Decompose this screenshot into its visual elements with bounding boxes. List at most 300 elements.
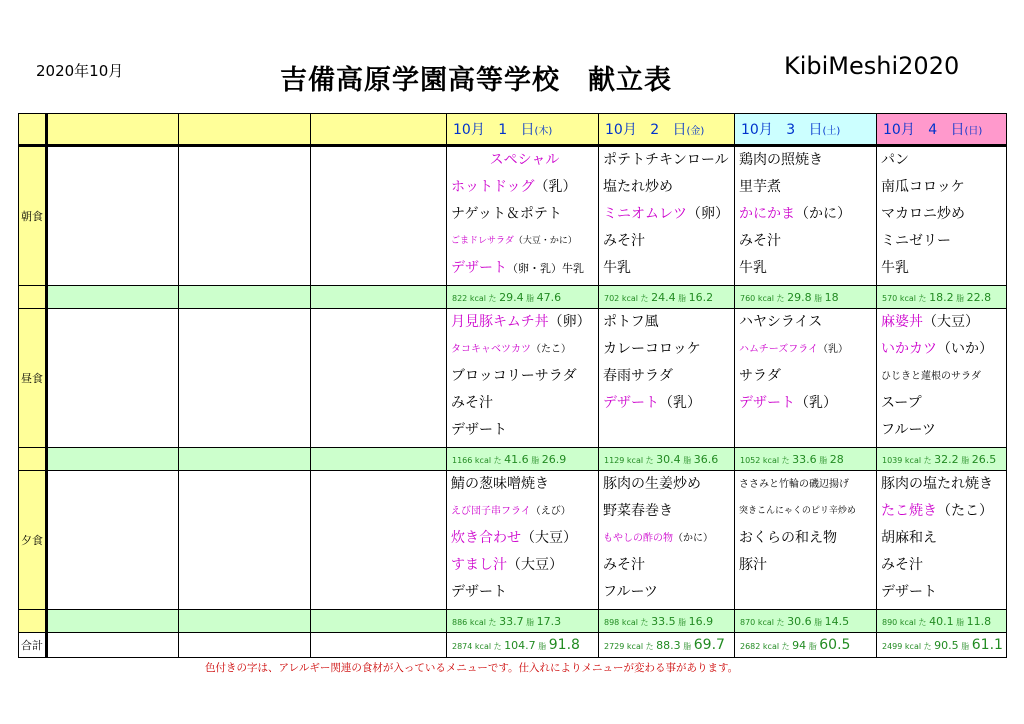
fat-label: 脂 — [683, 455, 692, 465]
menu-item — [451, 420, 598, 447]
lunch-menu-1 — [447, 309, 599, 448]
menu-item-name: 牛乳 — [881, 260, 909, 276]
month-label: 2020年10月 — [36, 62, 124, 80]
protein-value: 33.5 — [651, 614, 676, 628]
dinner-row — [19, 471, 1007, 610]
menu-item-name: ミニオムレツ — [603, 206, 687, 222]
menu-item — [603, 555, 734, 582]
kcal-value: 898 — [604, 617, 620, 627]
dinner-nutrition-3 — [735, 610, 877, 633]
menu-item — [451, 393, 598, 420]
nutrition-line — [599, 453, 734, 466]
allergen-note: （大豆） — [923, 314, 979, 330]
fat-label: 脂 — [526, 293, 535, 303]
menu-item — [603, 258, 734, 285]
menu-item-name: 塩たれ炒め — [603, 179, 673, 195]
menu-items — [877, 309, 1006, 447]
menu-item — [451, 474, 598, 501]
menu-item-name: マカロニ炒め — [881, 206, 965, 222]
day-unit: 日 — [672, 122, 687, 138]
menu-item-name: スープ — [881, 395, 922, 411]
breakfast-nutrition-2 — [599, 286, 735, 309]
menu-item — [739, 501, 876, 528]
fat-label: 脂 — [678, 617, 687, 627]
kcal-label: kcal — [474, 455, 492, 465]
menu-item — [603, 393, 734, 420]
dinner-menu-2 — [599, 471, 735, 610]
day-month: 10月 — [453, 122, 485, 138]
kcal-value: 2729 — [604, 642, 625, 651]
protein-label: た — [488, 617, 497, 627]
allergen-note: （大豆・かに） — [513, 236, 577, 246]
fat-value: 18 — [824, 290, 839, 304]
breakfast-row — [19, 146, 1007, 286]
day-number: 1 — [498, 122, 508, 138]
menu-item — [881, 204, 1006, 231]
menu-item-name: タコキャベツカツ — [451, 344, 531, 355]
fat-label: 脂 — [961, 642, 970, 651]
menu-items — [599, 147, 734, 285]
dinner-nutrition-2 — [599, 610, 735, 633]
menu-item-name: デザート — [451, 260, 507, 276]
protein-label: た — [645, 455, 654, 465]
nutrition-line — [599, 291, 734, 304]
fat-value: 36.6 — [693, 452, 719, 466]
protein-label: た — [776, 617, 785, 627]
menu-item-name: たこ焼き — [881, 503, 937, 519]
blank-menu-cell — [47, 309, 179, 448]
protein-label: た — [781, 455, 790, 465]
dinner-menu-3 — [735, 471, 877, 610]
menu-item — [881, 339, 1006, 366]
menu-item — [603, 501, 734, 528]
menu-item-name: ミニゼリー — [881, 233, 951, 249]
nutrition-line — [877, 453, 1006, 466]
kcal-value: 822 — [452, 293, 468, 303]
menu-item — [451, 231, 598, 258]
day-header-3 — [735, 114, 877, 146]
menu-item — [451, 528, 598, 555]
lunch-nutrition-4 — [877, 448, 1007, 471]
blank-day-header — [311, 114, 447, 146]
menu-item-name: おくらの和え物 — [739, 530, 837, 546]
day-unit: 日 — [520, 122, 535, 138]
menu-item — [881, 366, 1006, 393]
menu-table — [18, 113, 1007, 658]
menu-item — [451, 258, 598, 285]
protein-value: 29.4 — [499, 290, 524, 304]
menu-item — [451, 339, 598, 366]
menu-item-name: 牛乳 — [603, 260, 631, 276]
menu-item — [881, 501, 1006, 528]
nutrition-line — [735, 291, 876, 304]
menu-item — [881, 393, 1006, 420]
menu-items — [877, 471, 1006, 609]
corner-cell — [19, 114, 47, 146]
menu-items — [447, 309, 598, 447]
menu-items — [599, 471, 734, 609]
blank-nutrition-cell — [179, 286, 311, 309]
protein-value: 33.6 — [792, 452, 817, 466]
fat-value: 61.1 — [971, 637, 1003, 653]
menu-item-name: ささみと竹輪の磯辺揚げ — [739, 479, 849, 490]
fat-value: 26.9 — [541, 452, 567, 466]
fat-value: 28 — [829, 452, 844, 466]
menu-items — [599, 309, 734, 420]
menu-item — [881, 474, 1006, 501]
allergen-note: （乳） — [795, 395, 837, 411]
menu-item — [739, 204, 876, 231]
protein-label: た — [488, 293, 497, 303]
blank-menu-cell — [311, 146, 447, 286]
protein-label: た — [918, 617, 927, 627]
kcal-label: kcal — [904, 642, 922, 651]
blank-nutrition-cell — [311, 610, 447, 633]
day-unit: 日 — [950, 122, 965, 138]
protein-value: 33.7 — [499, 614, 524, 628]
blank-menu-cell — [179, 309, 311, 448]
breakfast-nutrition-4 — [877, 286, 1007, 309]
day-weekday: (日) — [964, 126, 983, 137]
menu-items — [735, 309, 876, 420]
breakfast-menu-4 — [877, 146, 1007, 286]
protein-value: 30.6 — [787, 614, 812, 628]
menu-item — [603, 150, 734, 177]
fat-label: 脂 — [808, 642, 817, 651]
protein-value: 94 — [792, 639, 807, 652]
fat-value: 16.2 — [688, 290, 714, 304]
fat-value: 22.8 — [966, 290, 992, 304]
kcal-value: 760 — [740, 293, 756, 303]
kcal-value: 1052 — [740, 455, 761, 465]
allergen-note: （大豆） — [507, 557, 563, 573]
breakfast-nutrition-row — [19, 286, 1007, 309]
day-weekday: (木) — [534, 126, 553, 137]
side-spacer — [19, 610, 47, 633]
menu-item-name: ナゲット＆ポテト — [451, 206, 562, 222]
day-unit: 日 — [808, 122, 823, 138]
day-weekday: (土) — [822, 126, 841, 137]
menu-item — [603, 582, 734, 609]
menu-item — [739, 474, 876, 501]
nutrition-line — [447, 637, 598, 653]
menu-item-name: ひじきと蓮根のサラダ — [881, 371, 981, 382]
nutrition-line — [877, 637, 1006, 653]
allergen-note: （たこ） — [937, 503, 993, 519]
menu-item — [739, 177, 876, 204]
lunch-menu-2 — [599, 309, 735, 448]
menu-item-name: ホットドッグ — [451, 179, 535, 195]
fat-label: 脂 — [526, 617, 535, 627]
kcal-value: 1166 — [452, 455, 473, 465]
breakfast-nutrition-3 — [735, 286, 877, 309]
blank-total-cell — [47, 633, 179, 658]
breakfast-nutrition-1 — [447, 286, 599, 309]
nutrition-line — [599, 637, 734, 653]
kcal-value: 570 — [882, 293, 898, 303]
day-month: 10月 — [741, 122, 773, 138]
kcal-label: kcal — [626, 455, 644, 465]
protein-label: た — [645, 642, 654, 651]
day-month: 10月 — [883, 122, 915, 138]
menu-item-name: カレーコロッケ — [603, 341, 701, 357]
protein-value: 32.2 — [934, 452, 959, 466]
menu-item-name: フルーツ — [603, 584, 658, 600]
menu-item-name: いかカツ — [881, 341, 937, 357]
kcal-label: kcal — [469, 293, 486, 303]
kcal-value: 2499 — [882, 642, 903, 651]
nutrition-line — [735, 615, 876, 628]
kcal-value: 886 — [452, 617, 468, 627]
menu-item-name: かにかま — [739, 206, 795, 222]
blank-menu-cell — [47, 471, 179, 610]
protein-value: 40.1 — [929, 614, 954, 628]
menu-item-name: ハムチーズフライ — [739, 344, 818, 355]
menu-item — [739, 393, 876, 420]
lunch-nutrition-2 — [599, 448, 735, 471]
dinner-nutrition-1 — [447, 610, 599, 633]
kcal-label: kcal — [621, 617, 638, 627]
protein-value: 29.8 — [787, 290, 812, 304]
protein-label: た — [640, 293, 649, 303]
protein-label: た — [493, 455, 502, 465]
menu-item — [451, 150, 598, 177]
nutrition-line — [599, 615, 734, 628]
dinner-label: 夕食 — [19, 471, 47, 610]
side-spacer — [19, 286, 47, 309]
blank-nutrition-cell — [47, 448, 179, 471]
menu-item — [603, 177, 734, 204]
dinner-menu-4 — [877, 471, 1007, 610]
menu-item-name: 里芋煮 — [739, 179, 781, 195]
menu-item — [881, 312, 1006, 339]
kcal-value: 2874 — [452, 642, 473, 651]
menu-item — [603, 528, 734, 555]
protein-value: 18.2 — [929, 290, 954, 304]
lunch-label: 昼食 — [19, 309, 47, 448]
menu-item — [603, 312, 734, 339]
menu-item-name: ごまドレサラダ — [451, 236, 514, 246]
kcal-value: 1039 — [882, 455, 903, 465]
menu-item-name: スペシャル — [489, 152, 560, 168]
menu-item — [881, 231, 1006, 258]
allergen-footnote: 色付きの字は、アレルギー関連の食材が入っているメニューです。仕入れによりメニューが変わる事があります。 — [205, 662, 739, 674]
menu-item — [603, 339, 734, 366]
blank-nutrition-cell — [179, 448, 311, 471]
menu-item — [739, 339, 876, 366]
menu-item — [739, 366, 876, 393]
protein-label: た — [781, 642, 790, 651]
blank-nutrition-cell — [311, 286, 447, 309]
allergen-note: （かに） — [795, 206, 851, 222]
protein-label: た — [923, 642, 932, 651]
menu-items — [447, 147, 598, 285]
menu-items — [877, 147, 1006, 285]
menu-item-name: みそ汁 — [603, 557, 645, 573]
menu-item-name: ブロッコリーサラダ — [451, 368, 577, 384]
menu-item-name: フルーツ — [881, 422, 936, 438]
fat-label: 脂 — [531, 455, 540, 465]
fat-label: 脂 — [538, 642, 547, 651]
protein-value: 90.5 — [934, 639, 959, 652]
menu-item — [881, 528, 1006, 555]
total-nutrition-3 — [735, 633, 877, 658]
fat-value: 26.5 — [971, 452, 997, 466]
fat-value: 14.5 — [824, 614, 850, 628]
menu-item — [603, 366, 734, 393]
kcal-value: 1129 — [604, 455, 625, 465]
kcal-label: kcal — [474, 642, 492, 651]
menu-item-name: デザート — [451, 422, 507, 438]
lunch-nutrition-3 — [735, 448, 877, 471]
dinner-menu-1 — [447, 471, 599, 610]
menu-items — [735, 147, 876, 285]
total-nutrition-2 — [599, 633, 735, 658]
allergen-note: （乳） — [818, 344, 848, 355]
menu-items — [447, 471, 598, 609]
nutrition-line — [447, 291, 598, 304]
lunch-menu-3 — [735, 309, 877, 448]
kcal-label: kcal — [762, 455, 780, 465]
menu-item-name: 炊き合わせ — [451, 530, 521, 546]
breakfast-menu-3 — [735, 146, 877, 286]
allergen-note: （乳） — [534, 179, 577, 195]
total-nutrition-1 — [447, 633, 599, 658]
menu-item-name: 野菜春巻き — [603, 503, 673, 519]
protein-value: 104.7 — [504, 639, 536, 652]
kcal-label: kcal — [762, 642, 780, 651]
kcal-label: kcal — [899, 293, 916, 303]
fat-value: 91.8 — [548, 637, 580, 653]
breakfast-menu-1 — [447, 146, 599, 286]
menu-item-name: 胡麻和え — [881, 530, 937, 546]
menu-item — [451, 312, 598, 339]
dinner-nutrition-row — [19, 610, 1007, 633]
fat-label: 脂 — [814, 617, 823, 627]
allergen-note: （卵・乳）牛乳 — [507, 262, 584, 275]
menu-item-name: ポテトチキンロール — [603, 152, 729, 168]
blank-total-cell — [179, 633, 311, 658]
brand-logo-text: KibiMeshi2020 — [784, 52, 960, 80]
kcal-value: 702 — [604, 293, 620, 303]
kcal-value: 890 — [882, 617, 898, 627]
menu-item-name: デザート — [451, 584, 507, 600]
fat-label: 脂 — [678, 293, 687, 303]
fat-value: 60.5 — [819, 637, 851, 653]
fat-label: 脂 — [961, 455, 970, 465]
menu-item-name: パン — [881, 152, 909, 168]
protein-value: 30.4 — [656, 452, 681, 466]
protein-value: 88.3 — [656, 639, 681, 652]
menu-item — [881, 177, 1006, 204]
menu-items — [735, 471, 876, 582]
menu-item — [451, 582, 598, 609]
protein-label: た — [923, 455, 932, 465]
fat-label: 脂 — [956, 617, 965, 627]
fat-label: 脂 — [683, 642, 692, 651]
kcal-label: kcal — [904, 455, 922, 465]
blank-nutrition-cell — [47, 610, 179, 633]
fat-value: 17.3 — [536, 614, 562, 628]
menu-item-name: 麻婆丼 — [881, 314, 923, 330]
fat-value: 11.8 — [966, 614, 992, 628]
protein-value: 24.4 — [651, 290, 676, 304]
allergen-note: （えび） — [530, 506, 571, 517]
lunch-row — [19, 309, 1007, 448]
nutrition-line — [735, 453, 876, 466]
kcal-label: kcal — [899, 617, 916, 627]
menu-item-name: 月見豚キムチ丼 — [451, 314, 549, 330]
menu-item-name: 豚肉の生姜炒め — [603, 476, 701, 492]
allergen-note: （かに） — [673, 533, 713, 544]
fat-value: 69.7 — [693, 637, 725, 653]
blank-nutrition-cell — [311, 448, 447, 471]
fat-value: 47.6 — [536, 290, 562, 304]
day-header-2 — [599, 114, 735, 146]
menu-item — [739, 231, 876, 258]
total-label: 合計 — [19, 633, 47, 658]
menu-item-name: デザート — [881, 584, 937, 600]
blank-menu-cell — [311, 471, 447, 610]
menu-item-name: みそ汁 — [603, 233, 645, 249]
total-row — [19, 633, 1007, 658]
blank-total-cell — [311, 633, 447, 658]
fat-label: 脂 — [814, 293, 823, 303]
nutrition-line — [447, 453, 598, 466]
menu-item-name: ポトフ風 — [603, 314, 659, 330]
blank-menu-cell — [47, 146, 179, 286]
blank-nutrition-cell — [179, 610, 311, 633]
lunch-nutrition-row — [19, 448, 1007, 471]
blank-day-header — [179, 114, 311, 146]
side-spacer — [19, 448, 47, 471]
day-number: 4 — [928, 122, 938, 138]
blank-menu-cell — [311, 309, 447, 448]
nutrition-line — [877, 615, 1006, 628]
menu-item-name: 豚肉の塩たれ焼き — [881, 476, 993, 492]
blank-nutrition-cell — [47, 286, 179, 309]
kcal-label: kcal — [469, 617, 486, 627]
day-number: 2 — [650, 122, 660, 138]
menu-item-name: 牛乳 — [739, 260, 767, 276]
day-header-4 — [877, 114, 1007, 146]
blank-menu-cell — [179, 471, 311, 610]
kcal-label: kcal — [621, 293, 638, 303]
menu-item-name: 鯖の葱味噌焼き — [451, 476, 549, 492]
blank-menu-cell — [179, 146, 311, 286]
nutrition-line — [735, 637, 876, 653]
menu-item-name: もやしの酢の物 — [603, 533, 673, 544]
menu-item-name: すまし汁 — [451, 557, 507, 573]
menu-item — [451, 204, 598, 231]
menu-item-name: えび団子串フライ — [451, 506, 531, 517]
menu-item — [451, 555, 598, 582]
menu-item — [881, 150, 1006, 177]
menu-item-name: 豚汁 — [739, 557, 767, 573]
allergen-note: （卵） — [687, 206, 729, 222]
dinner-nutrition-4 — [877, 610, 1007, 633]
kcal-label: kcal — [626, 642, 644, 651]
menu-item — [881, 258, 1006, 285]
menu-item — [881, 582, 1006, 609]
menu-item — [603, 474, 734, 501]
protein-label: た — [918, 293, 927, 303]
day-weekday: (金) — [686, 126, 705, 137]
menu-item-name: デザート — [739, 395, 795, 411]
menu-item — [739, 150, 876, 177]
lunch-menu-4 — [877, 309, 1007, 448]
blank-day-header — [47, 114, 179, 146]
